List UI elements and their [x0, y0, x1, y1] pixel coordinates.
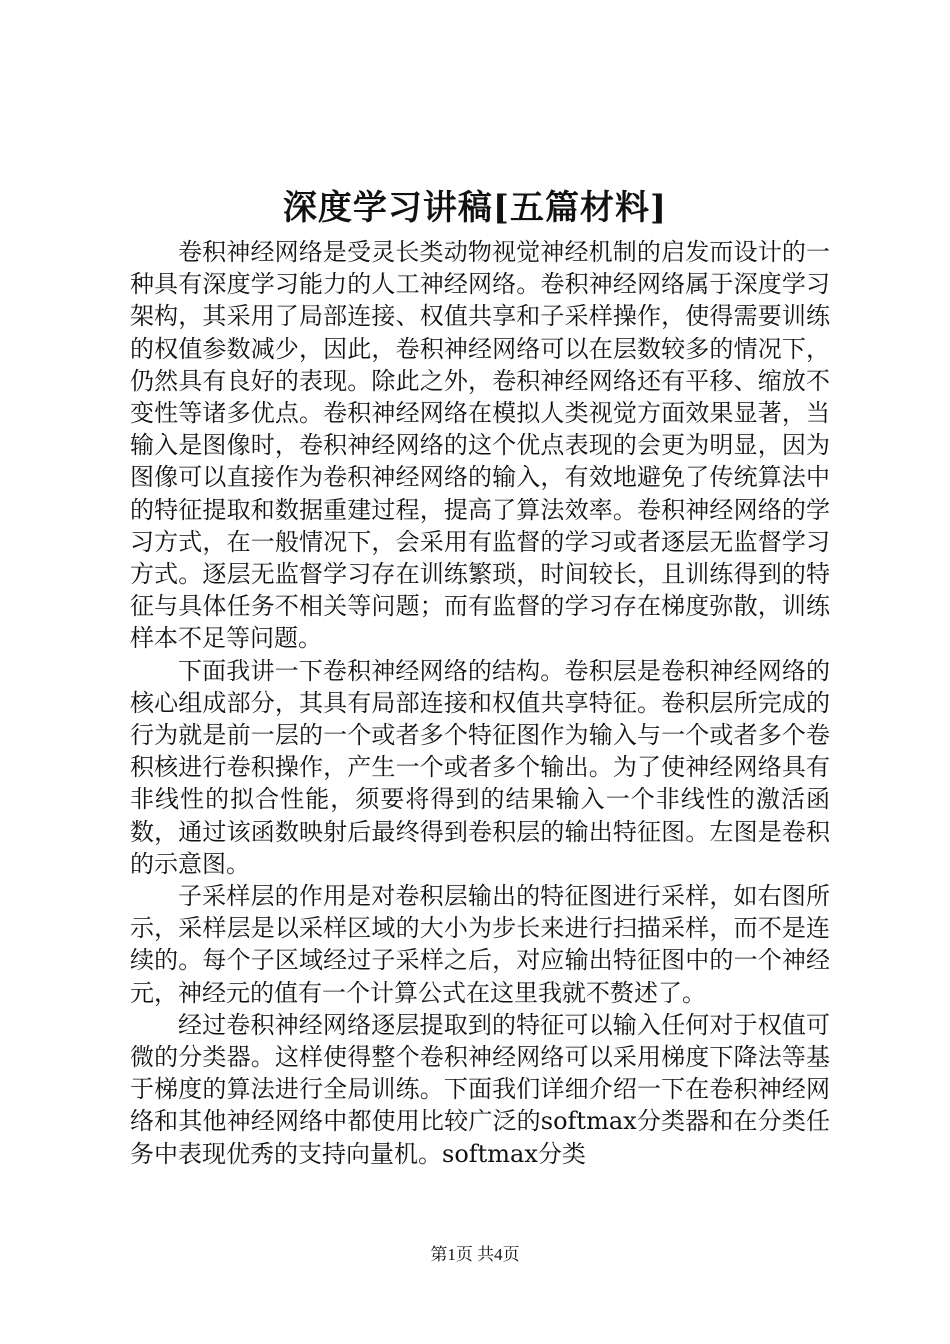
paragraph: 下面我讲一下卷积神经网络的结构。卷积层是卷积神经网络的核心组成部分，其具有局部连接和权值共享特征。卷积层所完成的行为就是前一层的一个或者多个特征图作为输入与一个或者多个卷积核进行卷积操作，产生一个或者多个输出。为了使神经网络具有非线性的拟合性能，须要将得到的结果输入一个非线性的激活函数，通过该函数映射后最终得到卷积层的输出特征图。左图是卷积的示意图。 [130, 656, 830, 878]
paragraph: 经过卷积神经网络逐层提取到的特征可以输入任何对于权值可微的分类器。这样使得整个卷积神经网络可以采用梯度下降法等基于梯度的算法进行全局训练。下面我们详细介绍一下在卷积神经网络和其他神经网络中都使用比较广泛的softmax分类器和在分类任务中表现优秀的支持向量机。softmax分类 [130, 1010, 830, 1168]
paragraph: 卷积神经网络是受灵长类动物视觉神经机制的启发而设计的一种具有深度学习能力的人工神经网络。卷积神经网络属于深度学习架构，其采用了局部连接、权值共享和子采样操作，使得需要训练的权值参数减少，因此，卷积神经网络可以在层数较多的情况下，仍然具有良好的表现。除此之外，卷积神经网络还有平移、缩放不变性等诸多优点。卷积神经网络在模拟人类视觉方面效果显著，当输入是图像时，卷积神经网络的这个优点表现的会更为明显，因为图像可以直接作为卷积神经网络的输入，有效地避免了传统算法中的特征提取和数据重建过程，提高了算法效率。卷积神经网络的学习方式，在一般情况下，会采用有监督的学习或者逐层无监督学习方式。逐层无监督学习存在训练繁琐，时间较长，且训练得到的特征与具体任务不相关等问题；而有监督的学习存在梯度弥散，训练样本不足等问题。 [130, 238, 830, 653]
document-body [130, 236, 830, 1170]
page-number-footer: 第1页 共4页 [430, 1245, 520, 1264]
document-title: 深度学习讲稿[五篇材料] [282, 188, 668, 228]
paragraph: 子采样层的作用是对卷积层输出的特征图进行采样，如右图所示，采样层是以采样区域的大小为步长来进行扫描采样，而不是连续的。每个子区域经过子采样之后，对应输出特征图中的一个神经元，神经元的值有一个计算公式在这里我就不赘述了。 [130, 882, 830, 1007]
